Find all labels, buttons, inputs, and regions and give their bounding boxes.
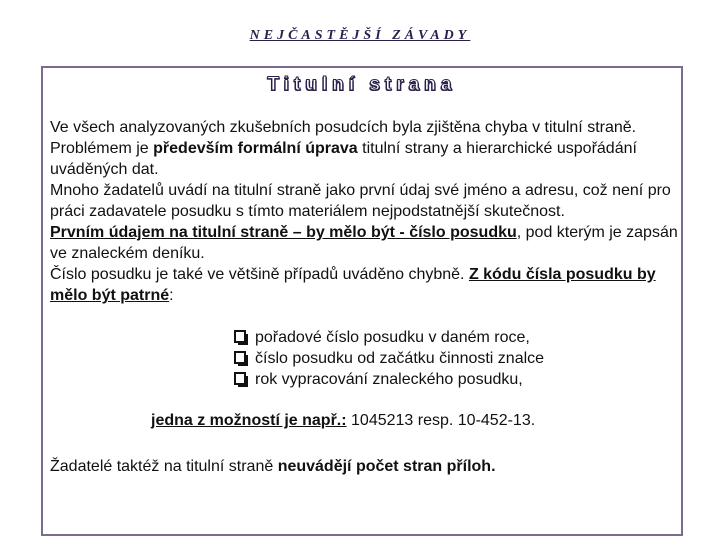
footer-note [50,458,496,476]
list-item [234,348,544,369]
bullet-list [234,327,544,390]
checkbox-bullet-icon [234,330,246,343]
list-item [234,327,544,348]
paragraph-2-emphasis: především formální úprava [153,140,358,157]
paragraph-1: Ve všech analyzovaných zkušebních posudcích byla zjištěna chyba v titulní straně. [50,119,637,136]
checkbox-bullet-icon [234,372,246,385]
example-value: 1045213 resp. 10-452-13. [346,412,536,429]
paragraph-3: Mnoho žadatelů uvádí na titulní straně jako první údaj své jméno a adresu, což není pro práci zadavatele posudku s tímto materiálem nejpodstatnější skutečnost. [50,182,671,220]
paragraph-4 [50,222,680,264]
paragraph-5-colon: : [169,287,174,304]
list-item-text: pořadové číslo posudku v daném roce, [255,329,530,346]
paragraph-2 [50,138,680,180]
slide-heading: NEJČASTĚJŠÍ ZÁVADY [249,28,471,43]
paragraph-5-emphasis: Z kódu čísla posudku by mělo být patrné [50,266,656,304]
paragraph-5-text: Číslo posudku je také ve většině případů uváděno chybně. [50,266,469,283]
footer-emphasis: neuvádějí počet stran příloh. [277,458,496,475]
footer-text: Žadatelé taktéž na titulní straně [50,458,278,475]
paragraph-4-rest: , pod kterým je zapsán ve znaleckém deníku. [50,224,678,262]
section-title: Titulní strana [267,74,457,95]
content-frame [41,66,683,536]
list-item-text: číslo posudku od začátku činnosti znalce [255,350,545,367]
paragraph-4-emphasis: Prvním údajem na titulní straně – by mělo být - číslo posudku [50,224,517,241]
list-item-text: rok vypracování znaleckého posudku, [255,371,523,388]
paragraph-5 [50,264,680,306]
checkbox-bullet-icon [234,351,246,364]
paragraph-2-text: Problémem je [50,140,154,157]
paragraph-2-rest: titulní strany a hierarchické uspořádání uváděných dat. [50,140,637,178]
list-item [234,369,544,390]
example-line [151,412,535,430]
example-label: jedna z možností je např.: [151,412,347,429]
body-text [50,117,680,306]
